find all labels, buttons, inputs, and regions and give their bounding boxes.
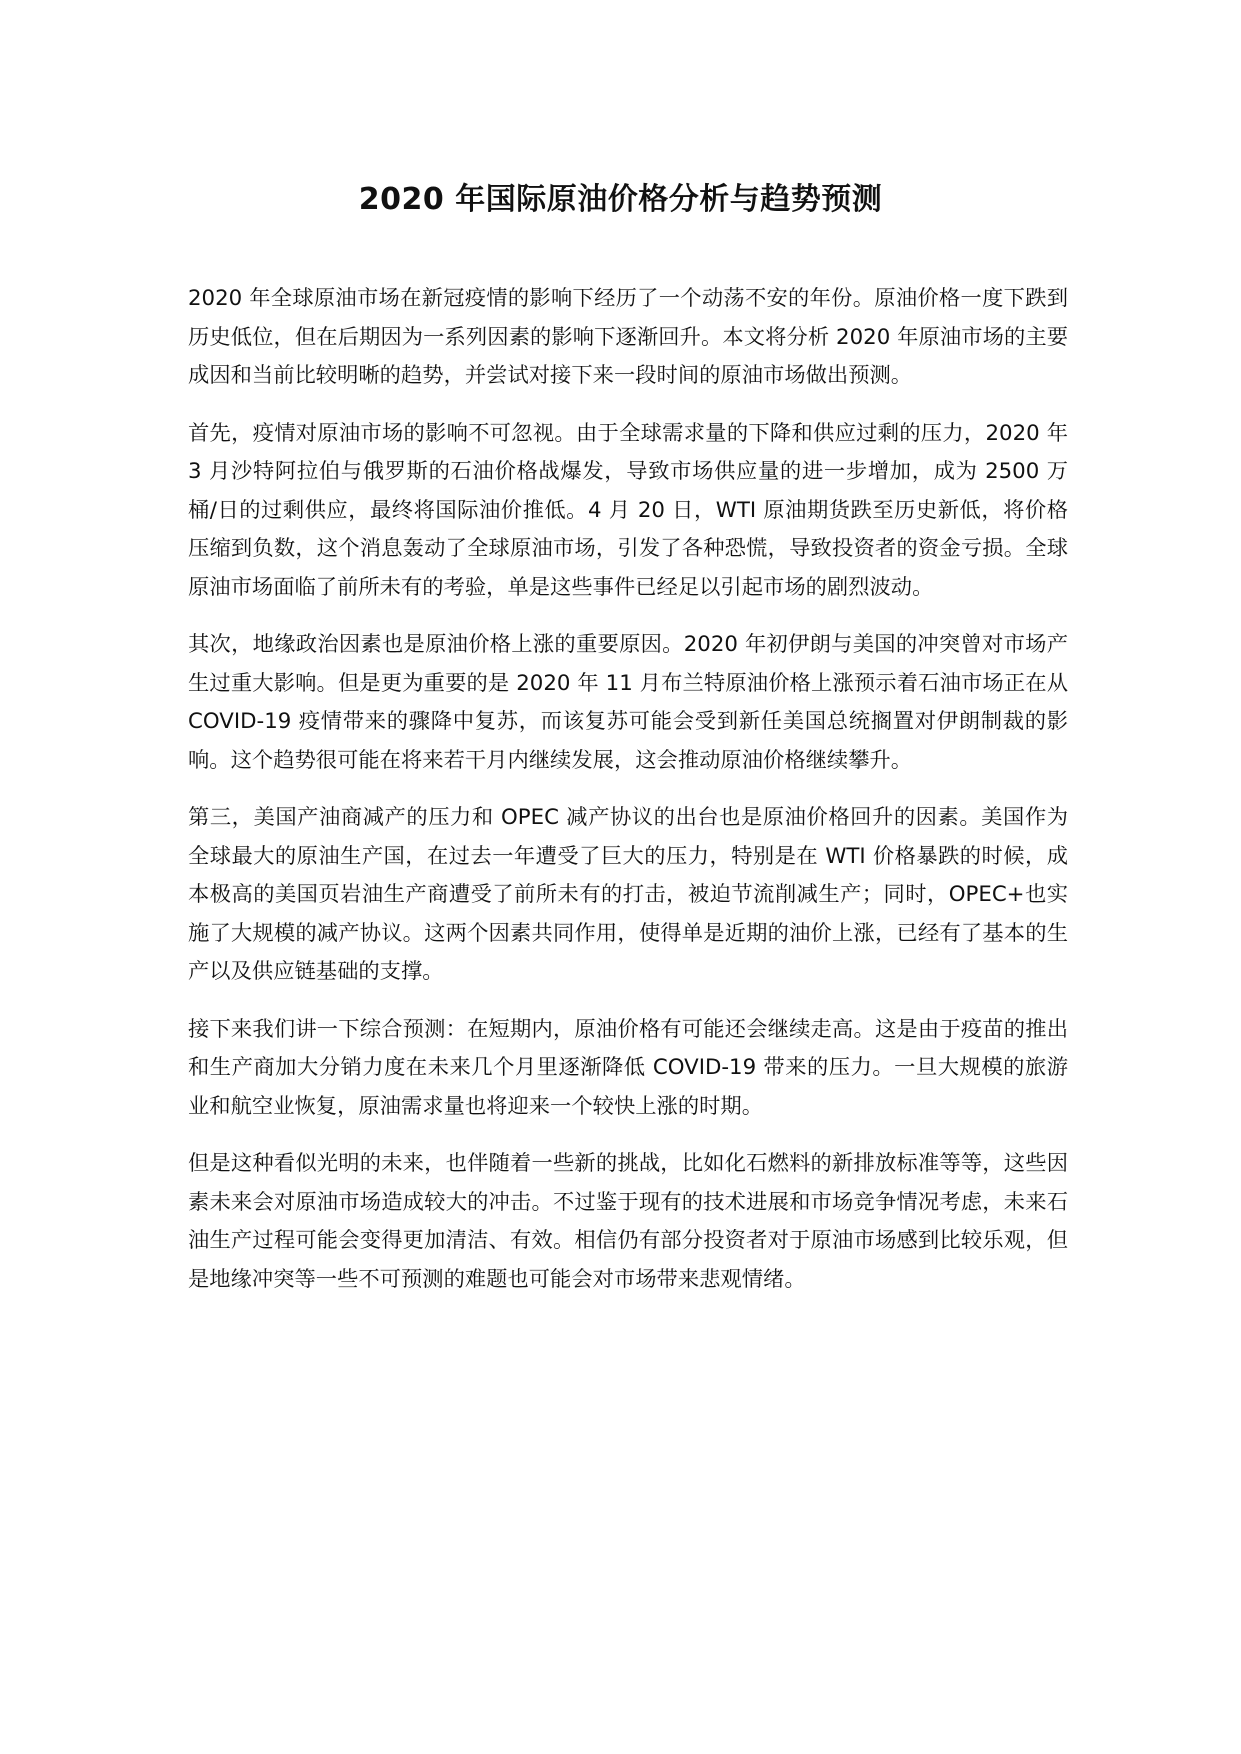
paragraph-forecast: 接下来我们讲一下综合预测：在短期内，原油价格有可能还会继续走高。这是由于疫苗的推出和生产商加大分销力度在未来几个月里逐渐降低 COVID-19 带来的压力。一旦大规模的旅游业和航空业恢复，原油需求量也将迎来一个较快上涨的时期。: [188, 1016, 1068, 1119]
paragraph-geopolitics: 其次，地缘政治因素也是原油价格上涨的重要原因。2020 年初伊朗与美国的冲突曾对市场产生过重大影响。但是更为重要的是 2020 年 11 月布兰特原油价格上涨预示着石油市场正在从 COVID-19 疫情带来的骤降中复苏，而该复苏可能会受到新任美国总统搁置对伊朗制裁的影响。这个趋势很可能在将来若干月内继续发展，这会推动原油价格继续攀升。: [188, 632, 1068, 773]
document-title: 2020 年国际原油价格分析与趋势预测: [358, 182, 883, 217]
document-body: [188, 280, 1068, 1318]
paragraph-production-cuts: 第三，美国产油商减产的压力和 OPEC 减产协议的出台也是原油价格回升的因素。美国作为全球最大的原油生产国，在过去一年遭受了巨大的压力，特别是在 WTI 价格暴跌的时候，成本极高的美国页岩油生产商遭受了前所未有的打击，被迫节流削减生产；同时，OPEC+也实施了大规模的减产协议。这两个因素共同作用，使得单是近期的油价上涨，已经有了基本的生产以及供应链基础的支撑。: [188, 805, 1068, 984]
paragraph-challenges: 但是这种看似光明的未来，也伴随着一些新的挑战，比如化石燃料的新排放标准等等，这些因素未来会对原油市场造成较大的冲击。不过鉴于现有的技术进展和市场竞争情况考虑，未来石油生产过程可能会变得更加清洁、有效。相信仍有部分投资者对于原油市场感到比较乐观，但是地缘冲突等一些不可预测的难题也可能会对市场带来悲观情绪。: [188, 1151, 1068, 1292]
paragraph-pandemic-impact: 首先，疫情对原油市场的影响不可忽视。由于全球需求量的下降和供应过剩的压力，2020 年 3 月沙特阿拉伯与俄罗斯的石油价格战爆发，导致市场供应量的进一步增加，成为 2500 万桶/日的过剩供应，最终将国际油价推低。4 月 20 日，WTI 原油期货跌至历史新低，将价格压缩到负数，这个消息轰动了全球原油市场，引发了各种恐慌，导致投资者的资金亏损。全球原油市场面临了前所未有的考验，单是这些事件已经足以引起市场的剧烈波动。: [188, 420, 1068, 600]
paragraph-intro: 2020 年全球原油市场在新冠疫情的影响下经历了一个动荡不安的年份。原油价格一度下跌到历史低位，但在后期因为一系列因素的影响下逐渐回升。本文将分析 2020 年原油市场的主要成因和当前比较明晰的趋势，并尝试对接下来一段时间的原油市场做出预测。: [188, 286, 1068, 388]
